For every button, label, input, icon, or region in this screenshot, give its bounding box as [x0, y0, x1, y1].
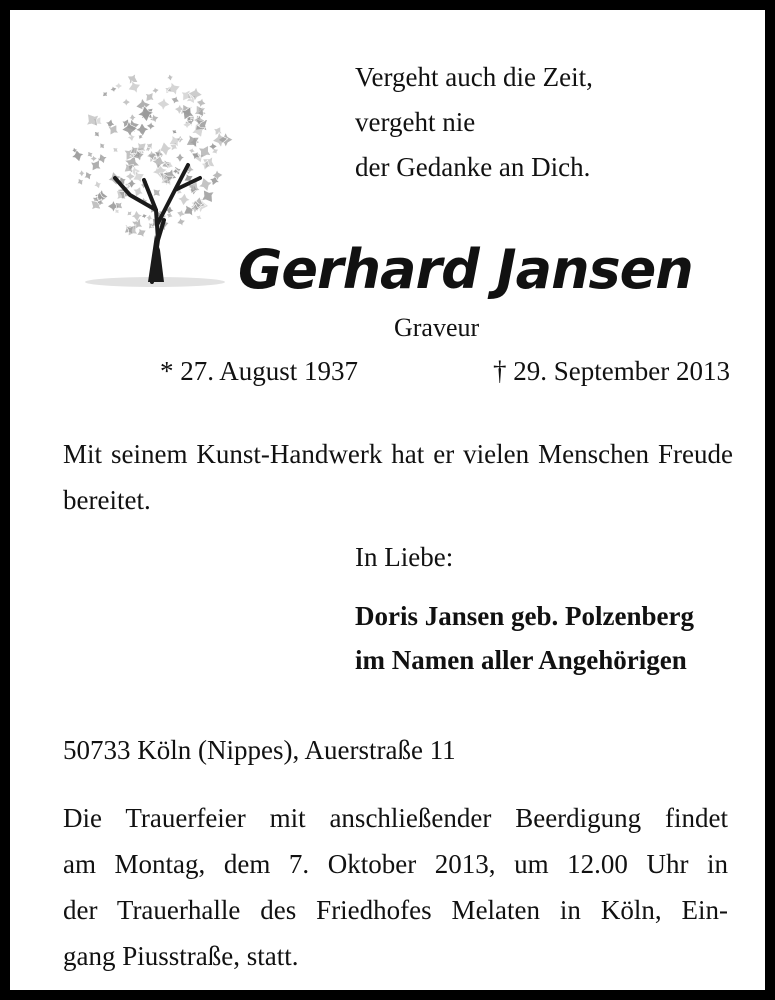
death-date: † 29. September 2013: [493, 356, 730, 386]
funeral-details: [63, 795, 728, 979]
memorial-poem: [355, 55, 593, 190]
family-address: 50733 Köln (Nippes), Auerstraße 11: [63, 735, 456, 765]
funeral-line: gang Piusstraße, statt.: [63, 941, 299, 971]
signer-line: im Namen aller Angehörigen: [355, 645, 687, 675]
tribute-text: Mit seinem Kunst-Handwerk hat er vielen Menschen Freude bereitet.: [63, 439, 733, 515]
deceased-occupation: Graveur: [394, 313, 480, 342]
poem-line: Vergeht auch die Zeit,: [355, 62, 593, 92]
signer-line: Doris Jansen geb. Polzenberg: [355, 601, 694, 631]
poem-line: der Gedanke an Dich.: [355, 152, 591, 182]
poem-line: vergeht nie: [355, 107, 476, 137]
autumn-tree-icon: [60, 60, 240, 295]
funeral-line: Die Trauerfeier mit anschließender Beerdigung findet: [63, 803, 728, 833]
funeral-line: am Montag, dem 7. Oktober 2013, um 12.00 Uhr in: [63, 849, 728, 879]
birth-date: * 27. August 1937: [160, 356, 359, 386]
funeral-line: der Trauerhalle des Friedhofes Melaten in Köln, Ein-: [63, 895, 728, 925]
closing-salutation: In Liebe:: [355, 542, 454, 572]
signers-block: [355, 594, 694, 682]
deceased-name: Gerhard Jansen: [238, 238, 693, 301]
